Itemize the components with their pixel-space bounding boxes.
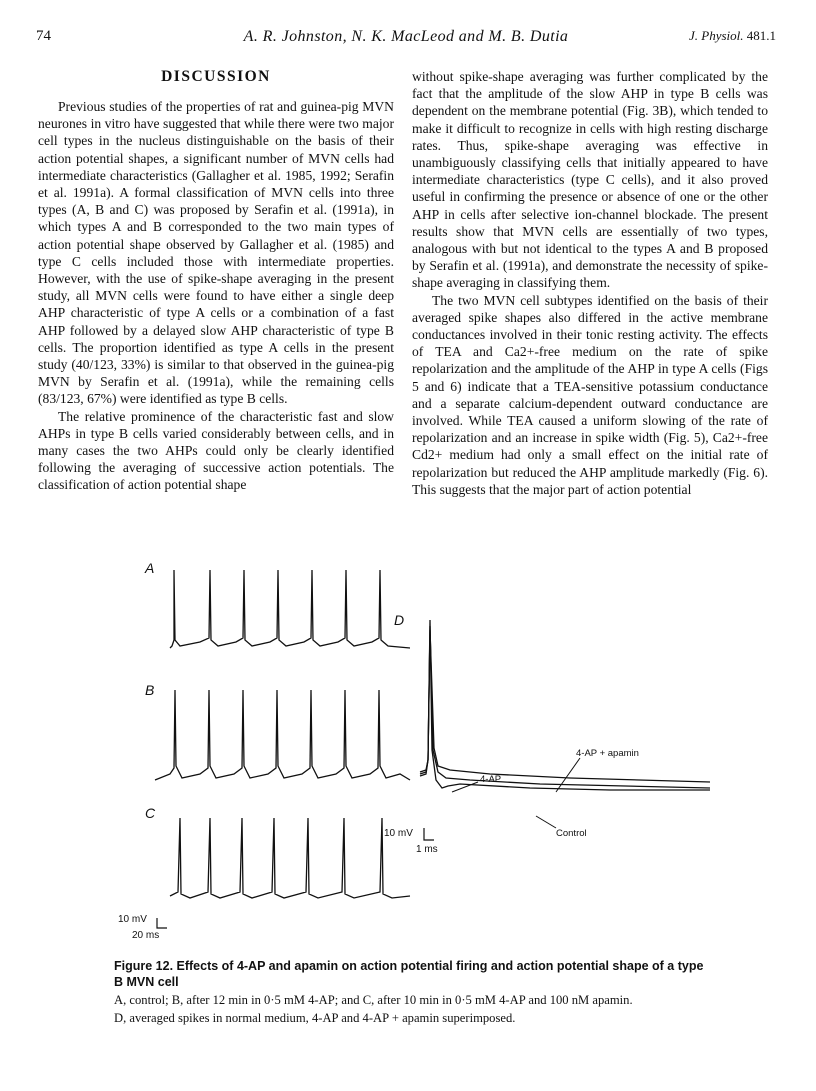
page-number: 74 <box>36 28 51 44</box>
panel-label-c: C <box>145 805 156 821</box>
left-column <box>38 68 394 494</box>
trace-d-4ap-apamin <box>420 630 710 782</box>
running-header <box>36 28 776 50</box>
journal-volume: 481.1 <box>746 28 776 43</box>
panel-label-d: D <box>394 612 405 628</box>
trace-d-4ap <box>420 626 710 788</box>
pointer-4ap <box>452 782 478 792</box>
scale-bar-left <box>157 918 167 928</box>
pointer-4ap-apamin <box>556 758 580 792</box>
trace-b <box>155 690 410 780</box>
label-4ap-apamin: 4-AP + apamin <box>576 748 639 759</box>
paragraph: Previous studies of the properties of rat and guinea-pig MVN neurones in vitro have suggested that while there were two major cell types in the nucleus distinguishable on the basis of their action potential shapes, a significant number of MVN cells had intermediate characteristics (Gallagher et al. 1985, 1992; Serafin et al. 1991a). A formal classification of MVN cells into three types (A, B and C) was proposed by Serafin et al. (1991a), in which types A and B corresponded to the two main types of action potential shape observed by Gallagher et al. (1985) and type C cells included those with intermediate properties. However, with the use of spike-shape averaging in the present study, all MVN cells were found to have either a single deep AHP characteristic of type A cells or a combination of a fast AHP followed by a delayed slow AHP characteristic of type B cells. The proportion identified as type A cells in the present study (40/123, 33%) is similar to that observed in the guinea-pig MVN by Serafin et al. (1991a), while the remaining cells (83/123, 67%) were identified as type B cells. <box>38 99 394 407</box>
figure-12 <box>110 560 710 940</box>
journal-ref <box>689 28 776 44</box>
paragraph: The two MVN cell subtypes identified on the basis of their averaged spike shapes also differed in the active membrane conductances involved in their tonic resting activity. The effects of TEA and Ca2+-free medium on the rate of spike repolarization and the amplitude of the AHP in type A cells (Figs 5 and 6) indicate that a TEA-sensitive potassium conductance and a separate calcium-dependent outward conductance are involved. While TEA caused a uniform slowing of the rate of repolarization and an increase in spike width (Fig. 5), Ca2+-free Cd2+ medium had only a small effect on the initial rate of repolarization but reduced the AHP amplitude markedly (Fig. 6). This suggests that the major part of action potential <box>412 292 768 497</box>
caption-title: Figure 12. Effects of 4-AP and apamin on action potential firing and action potential shape of a type B MVN cell <box>114 959 704 989</box>
right-column <box>412 68 768 498</box>
caption-line-1: A, control; B, after 12 min in 0·5 mM 4-AP; and C, after 10 min in 0·5 mM 4-AP and 100 nM apamin. <box>114 993 633 1007</box>
trace-c <box>170 818 410 898</box>
paragraph: without spike-shape averaging was further complicated by the fact that the amplitude of the slow AHP in type B cells was dependent on the membrane potential (Fig. 3B), which tended to make it difficult to recognize in cells with high resting discharge rates. Thus, spike-shape averaging was effective in unambiguously classifying cells that initially appeared to have intermediate characteristics (type C cells), and it also proved useful in confirming the presence or absence of one or the other AHP in cells after selective ion-channel blockade. The present results show that MVN cells are essentially of two types, analogous with but not identical to the types A and B proposed by Serafin et al. (1991a), and demonstrate the necessity of spike-shape averaging in classifying them. <box>412 69 768 291</box>
trace-a <box>170 570 410 648</box>
scale-bar-right <box>424 828 434 840</box>
panel-label-b: B <box>145 682 155 698</box>
journal-name: J. Physiol. <box>688 28 744 43</box>
section-heading: DISCUSSION <box>161 68 271 85</box>
running-authors: A. R. Johnston, N. K. MacLeod and M. B. Dutia <box>243 28 569 45</box>
trace-d-control <box>420 620 710 790</box>
panel-label-a: A <box>145 560 155 576</box>
scale-left-voltage: 10 mV <box>118 914 147 925</box>
scale-right-time: 1 ms <box>416 844 438 855</box>
figure-caption <box>114 958 714 1026</box>
label-4ap: 4-AP <box>480 774 502 785</box>
scale-left-time: 20 ms <box>132 930 160 941</box>
pointer-control <box>536 816 556 828</box>
caption-line-2: D, averaged spikes in normal medium, 4-AP and 4-AP + apamin superimposed. <box>114 1011 516 1025</box>
label-control: Control <box>556 828 587 839</box>
paragraph: The relative prominence of the characteristic fast and slow AHPs in type B cells varied considerably between cells, and in many cases the two AHPs could only be clearly identified following the averaging of successive action potentials. The classification of action potential shape <box>38 408 394 493</box>
scale-right-voltage: 10 mV <box>384 828 413 839</box>
